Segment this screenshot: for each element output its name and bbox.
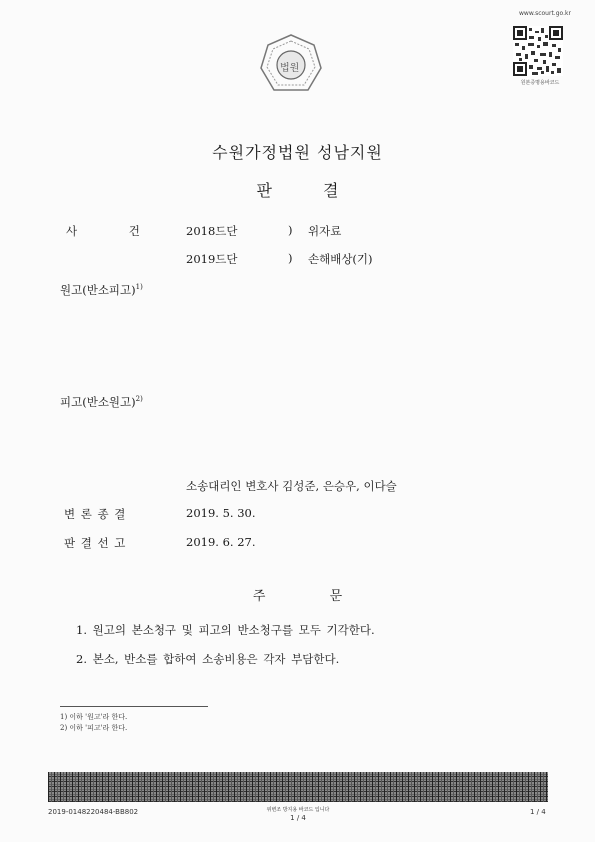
footnote-ref-2: 2) [135, 395, 143, 404]
seal-text: 법원 [280, 63, 300, 74]
case-paren-2: ) [288, 251, 293, 265]
order-item-1: 1. 원고의 본소청구 및 피고의 반소청구를 모두 기각한다. [76, 623, 375, 637]
barcode-note: 위변조 방지용 바코드 입니다 [266, 807, 330, 813]
order-item-2: 2. 본소, 반소를 합하여 소송비용은 각자 부담한다. [76, 652, 340, 666]
case-title-2: 손해배상(기) [308, 252, 373, 266]
document-id: 2019-0148220484-BB802 [48, 808, 139, 816]
closing-date: 2019. 5. 30. [186, 506, 256, 520]
closing-label: 변 론 종 결 [64, 507, 127, 521]
case-paren-1: ) [288, 223, 293, 237]
main-order-title: 주 문 [252, 589, 343, 604]
qr-caption: 원본증명용바코드 [520, 80, 560, 86]
footnote-ref-1: 1) [135, 283, 143, 292]
case-label: 사 건 [66, 224, 145, 238]
defendant-label [60, 394, 143, 410]
sentence-label: 판 결 선 고 [64, 536, 127, 550]
case-number-2: 2019드단 [186, 252, 238, 266]
footnote-divider [60, 706, 208, 707]
footnote-1: 1) 이하 '원고'라 한다. [60, 713, 128, 721]
court-name: 수원가정법원 성남지원 [212, 143, 383, 162]
qr-code [513, 26, 563, 76]
court-seal [258, 32, 324, 98]
case-number-1: 2018드단 [186, 224, 238, 238]
sentence-date: 2019. 6. 27. [186, 535, 256, 549]
page-number: 1 / 4 [530, 808, 546, 816]
anti-forgery-barcode [48, 772, 548, 802]
center-page-number: 1 / 4 [290, 814, 306, 822]
case-title-1: 위자료 [308, 224, 342, 238]
footnote-2: 2) 이하 '피고'라 한다. [60, 724, 128, 732]
plaintiff-label-text: 원고(반소피고) [60, 283, 136, 297]
document-type: 판 결 [256, 181, 339, 200]
verification-url: www.scourt.go.kr [519, 10, 571, 17]
plaintiff-label [60, 282, 143, 298]
defendant-label-text: 피고(반소원고) [60, 395, 136, 409]
counsel: 소송대리인 변호사 김성준, 은승우, 이다슬 [186, 479, 397, 493]
